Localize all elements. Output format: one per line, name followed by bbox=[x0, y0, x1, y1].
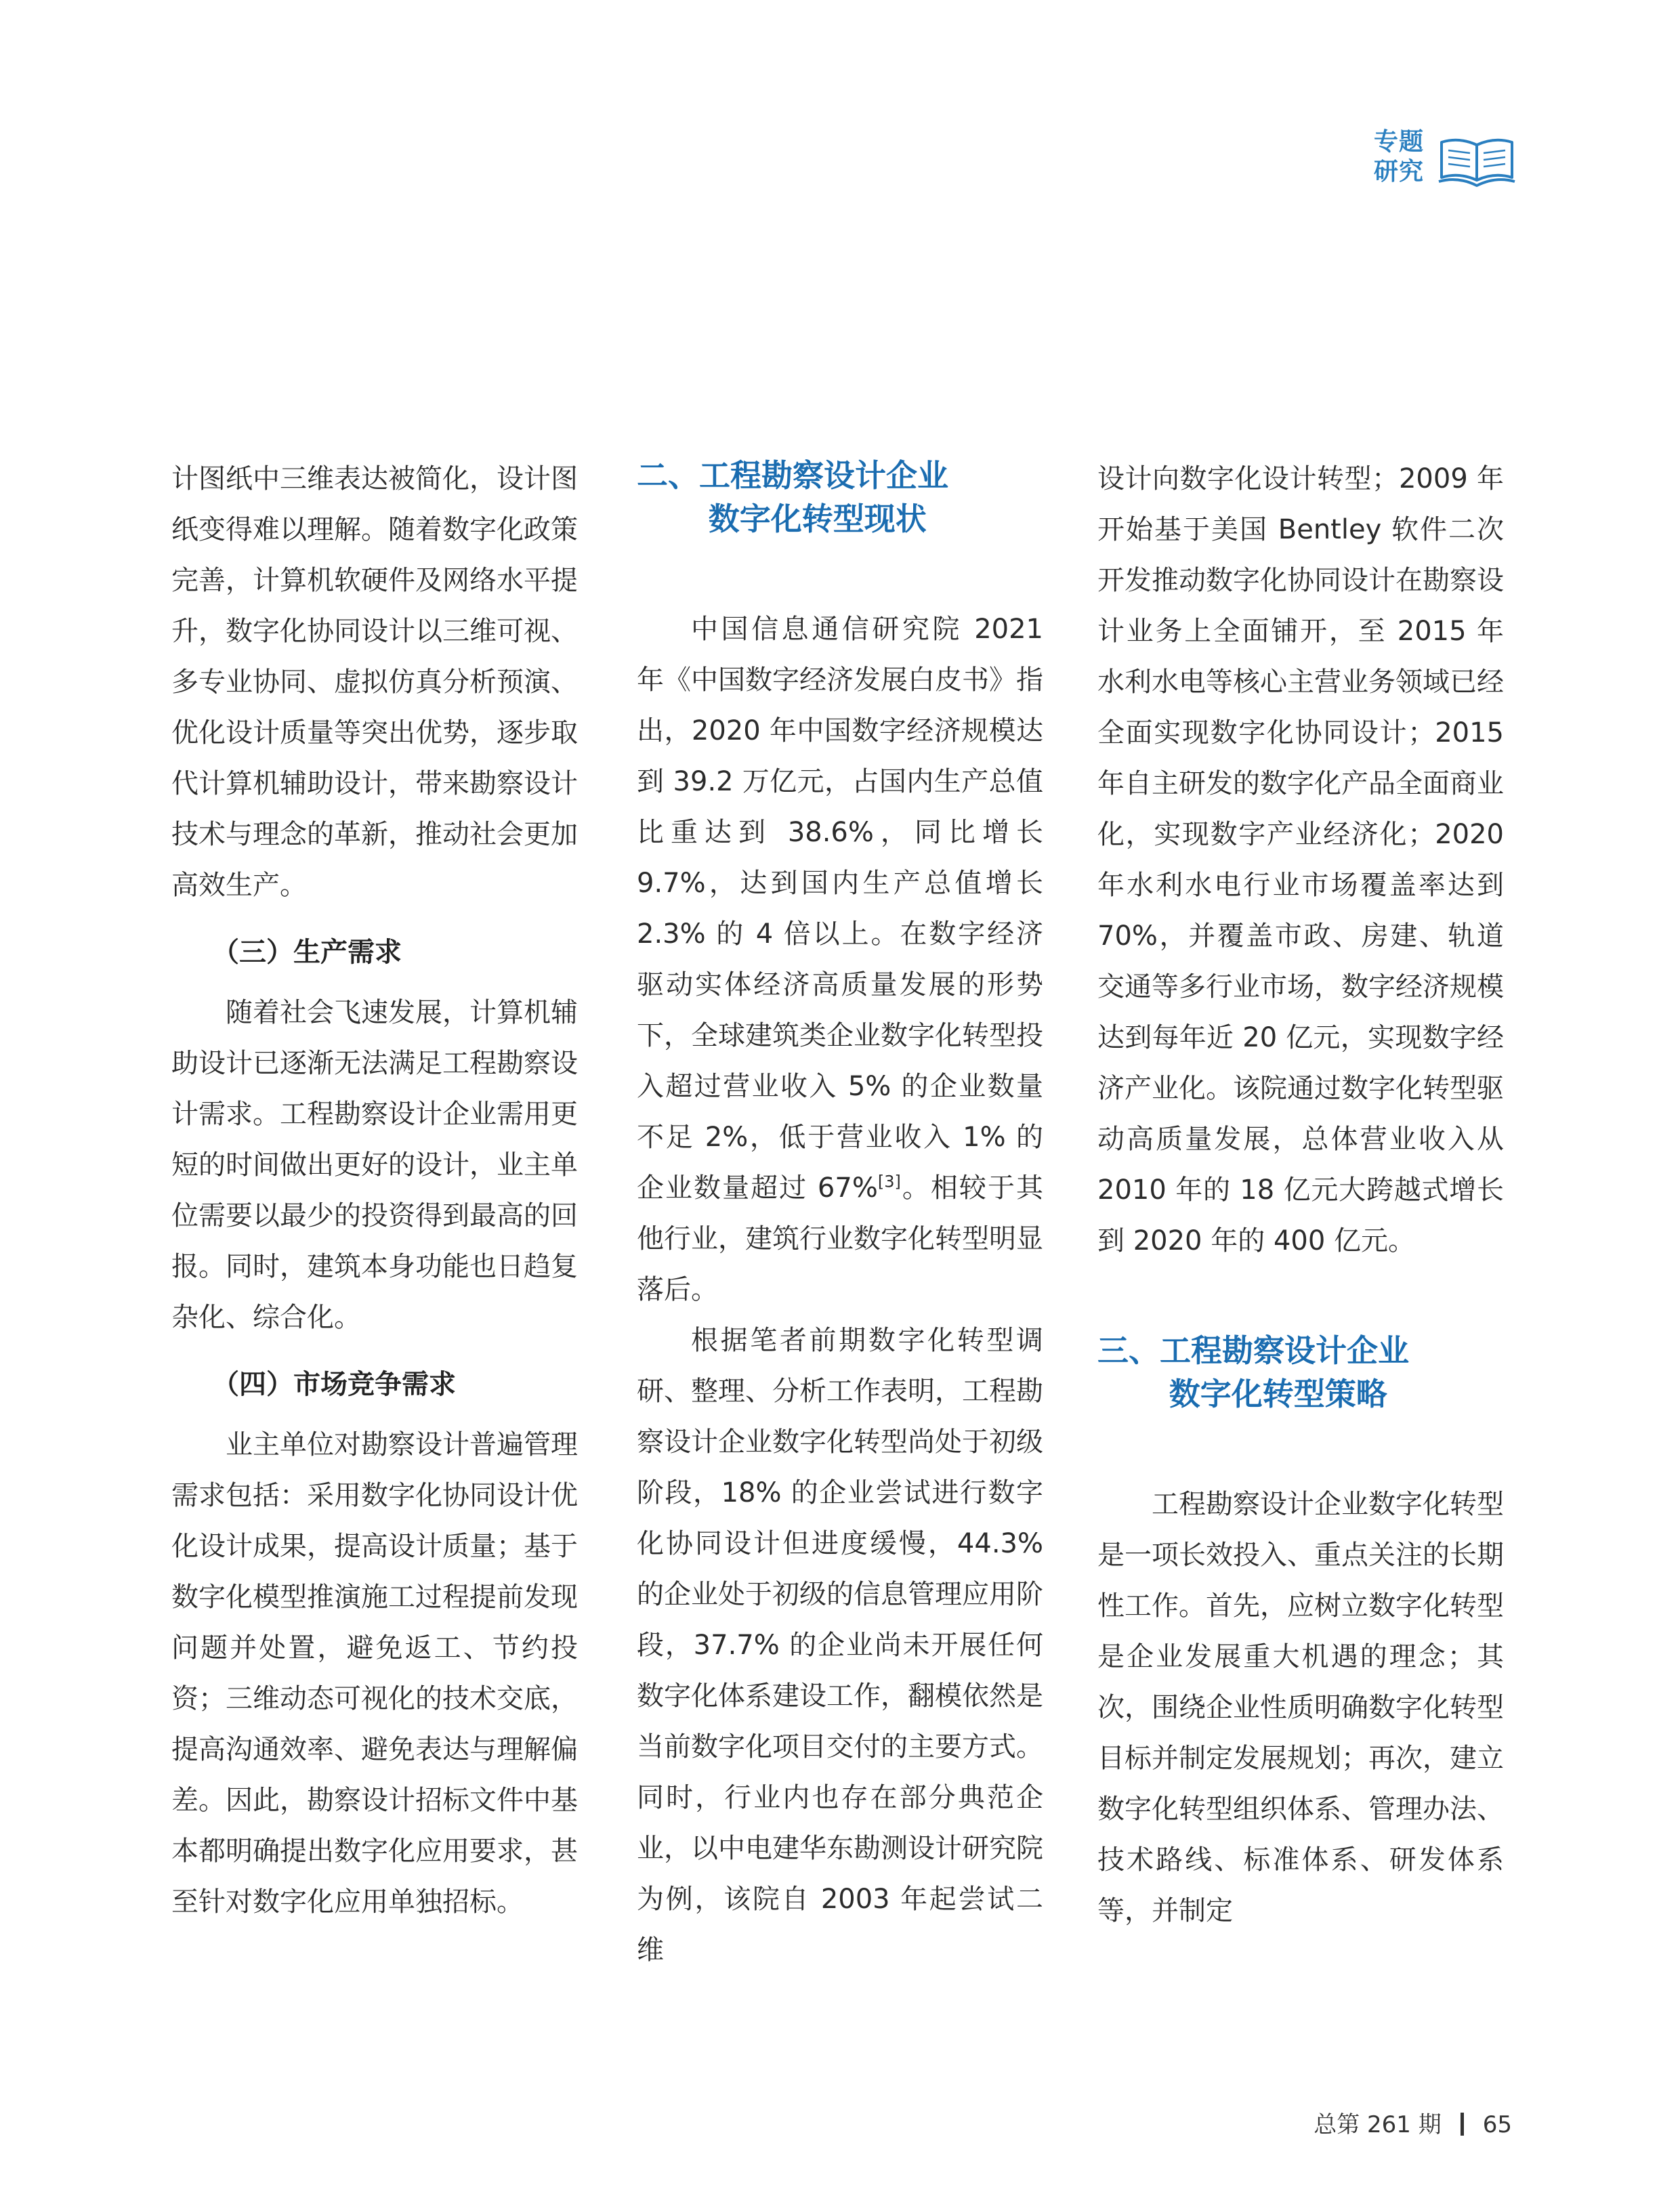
subheading-production-demand: （三）生产需求 bbox=[212, 937, 402, 968]
issue-number: 总第 261 期 bbox=[1314, 2111, 1442, 2138]
section-heading-3-line2: 数字化转型策略 bbox=[1169, 1376, 1387, 1412]
paragraph: 工程勘察设计企业数字化转型是一项长效投入、重点关注的长期性工作。首先，应树立数字化转型是企业发展重大机遇的理念；其次，围绕企业性质明确数字化转型目标并制定发展规划；再次，建立数字化转型组织体系、管理办法、技术路线、标准体系、研发体系等，并制定 bbox=[1097, 1489, 1504, 1926]
section-heading-3-line1: 三、工程勘察设计企业 bbox=[1097, 1332, 1409, 1369]
reference-mark: [3] bbox=[877, 1172, 901, 1191]
paragraph-text: 。相较于其他行业，建筑行业数字化转型明显落后。 bbox=[637, 1172, 1043, 1305]
paragraph-text: 中国信息通信研究院 2021 年《中国数字经济发展白皮书》指出，2020 年中国数字经济规模达到 39.2 万亿元，占国内生产总值比重达到 38.6%，同比增长 9.7%，达到国内生产总值增长 2.3% 的 4 倍以上。在数字经济驱动实体经济高质量发展的形势下，全球建筑类企业数字化转型投入超过营业收入 5% 的企业数量不足 2%，低于营业收入 1% 的企业数量超过 67% bbox=[637, 614, 1043, 1204]
paragraph: 根据笔者前期数字化转型调研、整理、分析工作表明，工程勘察设计企业数字化转型尚处于初级阶段，18% 的企业尝试进行数字化协同设计但进度缓慢，44.3% 的企业处于初级的信息管理应用阶段，37.7% 的企业尚未开展任何数字化体系建设工作，翻模依然是当前数字化项目交付的主要方式。同时，行业内也存在部分典范企业，以中电建华东勘测设计研究院为例，该院自 2003 年起尝试二维 bbox=[637, 1325, 1043, 1966]
section-label bbox=[1374, 127, 1435, 187]
page-footer bbox=[1314, 2110, 1512, 2140]
section-label-line1: 专题 bbox=[1374, 128, 1425, 156]
column-3 bbox=[1097, 454, 1504, 1937]
section-heading-2-line1: 二、工程勘察设计企业 bbox=[637, 457, 948, 494]
column-1 bbox=[171, 454, 578, 1928]
subheading-market-demand: （四）市场竞争需求 bbox=[212, 1369, 456, 1400]
section-heading-2-line2: 数字化转型现状 bbox=[708, 501, 927, 537]
section-label-line2: 研究 bbox=[1374, 158, 1425, 186]
book-icon bbox=[1436, 133, 1517, 190]
section-badge bbox=[1374, 127, 1523, 195]
section-heading-3 bbox=[1097, 1329, 1504, 1416]
page-number: 65 bbox=[1482, 2111, 1512, 2138]
column-2 bbox=[637, 454, 1043, 1976]
paragraph: 设计向数字化设计转型；2009 年开始基于美国 Bentley 软件二次开发推动数字化协同设计在勘察设计业务上全面铺开，至 2015 年水利水电等核心主营业务领域已经全面实现数字化协同设计；2015 年自主研发的数字化产品全面商业化，实现数字产业经济化；2020 年水利水电行业市场覆盖率达到 70%，并覆盖市政、房建、轨道交通等多行业市场，数字经济规模达到每年近 20 亿元，实现数字经济产业化。该院通过数字化转型驱动高质量发展，总体营业收入从 2010 年的 18 亿元大跨越式增长到 2020 年的 400 亿元。 bbox=[1097, 463, 1504, 1256]
paragraph: 随着社会飞速发展，计算机辅助设计已逐渐无法满足工程勘察设计需求。工程勘察设计企业需用更短的时间做出更好的设计，业主单位需要以最少的投资得到最高的回报。同时，建筑本身功能也日趋复杂化、综合化。 bbox=[171, 997, 578, 1333]
paragraph: 业主单位对勘察设计普遍管理需求包括：采用数字化协同设计优化设计成果，提高设计质量；基于数字化模型推演施工过程提前发现问题并处置，避免返工、节约投资；三维动态可视化的技术交底，提高沟通效率、避免表达与理解偏差。因此，勘察设计招标文件中基本都明确提出数字化应用要求，甚至针对数字化应用单独招标。 bbox=[171, 1429, 578, 1918]
paragraph: 计图纸中三维表达被简化，设计图纸变得难以理解。随着数字化政策完善，计算机软硬件及网络水平提升，数字化协同设计以三维可视、多专业协同、虚拟仿真分析预演、优化设计质量等突出优势，逐步取代计算机辅助设计，带来勘察设计技术与理念的革新，推动社会更加高效生产。 bbox=[171, 463, 578, 901]
footer-divider bbox=[1461, 2113, 1464, 2136]
section-heading-2 bbox=[637, 454, 1043, 541]
paragraph bbox=[637, 604, 1043, 1315]
